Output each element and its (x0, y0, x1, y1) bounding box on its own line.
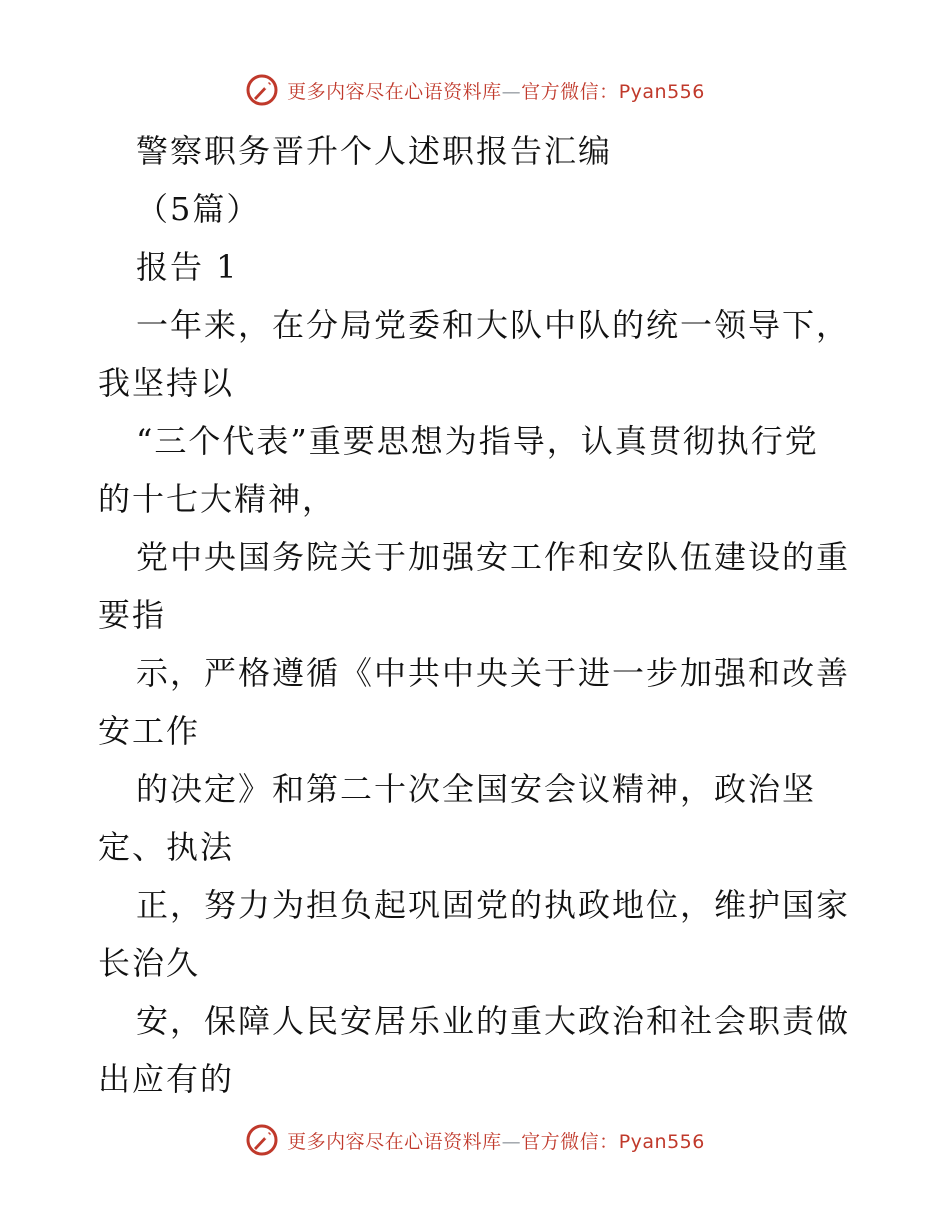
paragraph-line: 的决定》和第二十次全国安会议精神，政治坚 (136, 770, 817, 808)
paragraph-line: 要指 (98, 596, 167, 634)
section-heading: 报告 1 (136, 248, 239, 286)
paragraph-line: 的十七大精神， (98, 480, 337, 518)
document-subtitle: （5篇） (136, 190, 261, 228)
paragraph-line: 正，努力为担负起巩固党的执政地位，维护国家 (136, 886, 851, 924)
quill-logo-icon (245, 1123, 279, 1157)
paragraph-lines (98, 296, 858, 1108)
quill-logo-icon (245, 73, 279, 107)
footer-watermark (0, 1120, 950, 1160)
paragraph-line: 安工作 (98, 712, 201, 750)
paragraph-line: 一年来，在分局党委和大队中队的统一领导下， (136, 306, 851, 344)
paragraph-line: 党中央国务院关于加强安工作和安队伍建设的重 (136, 538, 851, 576)
watermark-text: 更多内容尽在心语资料库—官方微信：Pyan556 (287, 80, 705, 103)
document-body (98, 122, 858, 1108)
paragraph-line: 示，严格遵循《中共中央关于进一步加强和改善 (136, 654, 851, 692)
paragraph-line: 出应有的 (98, 1060, 235, 1098)
document-title: 警察职务晋升个人述职报告汇编 (136, 132, 613, 170)
watermark-text: 更多内容尽在心语资料库—官方微信：Pyan556 (287, 1130, 705, 1153)
paragraph-line: 我坚持以 (98, 364, 235, 402)
paragraph-line: 安，保障人民安居乐业的重大政治和社会职责做 (136, 1002, 851, 1040)
paragraph-line: 定、执法 (98, 828, 235, 866)
header-watermark (0, 70, 950, 110)
paragraph-line: “三个代表”重要思想为指导，认真贯彻执行党 (136, 422, 819, 460)
paragraph-line: 长治久 (98, 944, 201, 982)
